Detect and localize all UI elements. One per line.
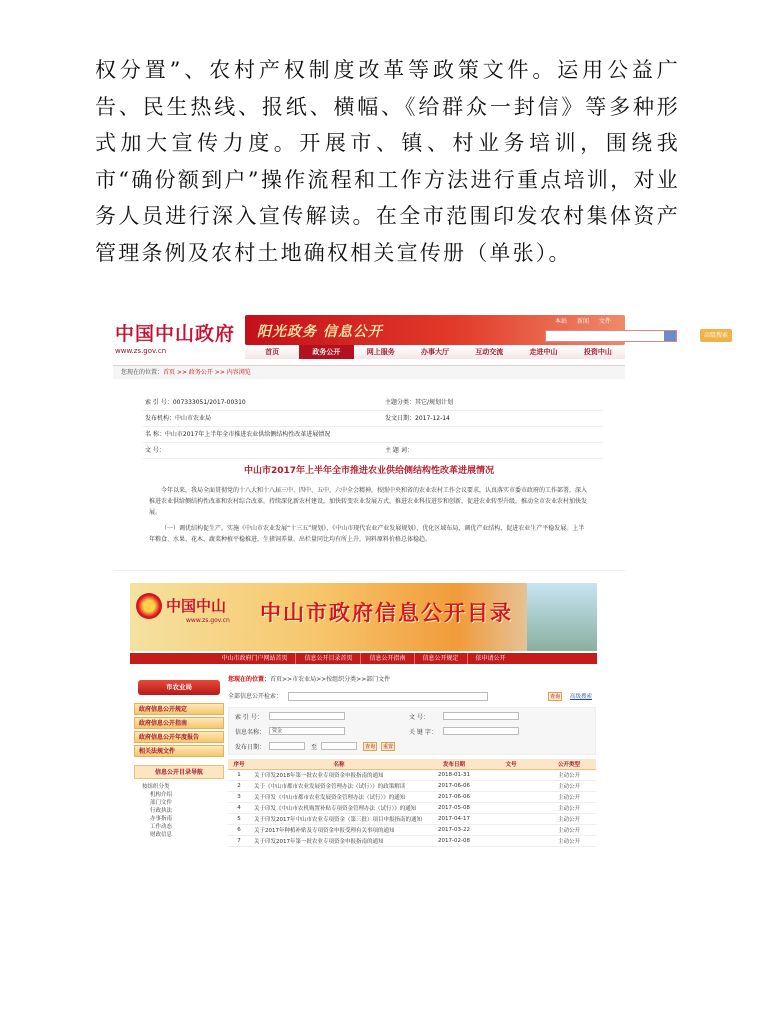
- cell-no: 5: [228, 813, 250, 824]
- cell-name[interactable]: 关于印发2018年第一批农业专项资金申报指南的通知: [250, 769, 428, 780]
- nav-item-home[interactable]: 首页: [265, 348, 280, 356]
- cell-type: 主动公开: [542, 813, 596, 824]
- breadcrumb: [113, 365, 625, 379]
- advanced-search-link[interactable]: 高级搜索: [570, 694, 593, 700]
- breadcrumb-path[interactable]: 首页>>市农业局>>按组织分类>>部门文件: [270, 676, 391, 683]
- article-title: 中山市2017年上半年全市推进农业供给侧结构性改革进展情况: [243, 466, 495, 476]
- table-row[interactable]: [228, 802, 596, 813]
- col-no: 序号: [228, 759, 250, 769]
- sidebar-link[interactable]: 政府信息公开年度报告: [134, 731, 224, 743]
- breadcrumb: [228, 675, 596, 685]
- paragraph-text: 权分置”、农村产权制度改革等政策文件。运用公益广告、民生热线、报纸、横幅、《给群众一封信》等多种形式加大宣传力度。开展市、镇、村业务培训，围绕我市“确份额到户”操作流程和工作方法进行重点培训，对业务人员进行深入宣传解读。在全市范围印发农村集体资产管理条例及农村土地确权相关宣传册（单张）。: [95, 58, 680, 265]
- issuer-label: 发布机构：: [145, 415, 176, 422]
- nav-item-apply[interactable]: 依申请公开: [475, 655, 506, 662]
- cell-name[interactable]: 关于《中山市都市农业发展资金管理办法（试行）》的政策解读: [250, 780, 428, 791]
- breadcrumb-path[interactable]: 首页 >> 政务公开 >> 内容浏览: [163, 369, 251, 376]
- screenshot-gov-portal: [113, 313, 728, 571]
- index-input[interactable]: [269, 712, 345, 720]
- cell-docno: [480, 813, 542, 824]
- nav-item-portal-home[interactable]: 中山市政府门户网站首页: [213, 653, 296, 664]
- directory-url: www.zs.gov.cn: [186, 617, 230, 624]
- meta-row: [143, 395, 603, 411]
- sidebar-link[interactable]: 相关法规文件: [134, 745, 224, 757]
- name-label: 名 称：: [145, 431, 165, 438]
- tree-item[interactable]: 行政执法: [150, 808, 173, 814]
- date-value: 2017-12-14: [415, 415, 450, 422]
- cell-date: 2017-03-22: [428, 824, 480, 835]
- cell-no: 4: [228, 802, 250, 813]
- table-row[interactable]: [228, 813, 596, 824]
- cell-date: 2017-06-06: [428, 791, 480, 802]
- cell-type: 主动公开: [542, 835, 596, 846]
- banner-title: 阳光政务 信息公开: [257, 324, 383, 340]
- issuer-value: 中山市农业局: [175, 415, 212, 422]
- reset-button[interactable]: 重置: [382, 744, 393, 750]
- table-row[interactable]: [228, 780, 596, 791]
- tree-item[interactable]: 办事指南: [150, 816, 173, 822]
- sidebar-link[interactable]: 政府信息公开指南: [134, 717, 224, 729]
- portal-url: www.zs.gov.cn: [115, 347, 167, 355]
- cell-docno: [480, 802, 542, 813]
- nav-item-interaction[interactable]: 互动交流: [475, 348, 504, 356]
- col-docno: 文号: [480, 759, 542, 769]
- cell-docno: [480, 835, 542, 846]
- document-meta: [143, 395, 603, 459]
- col-date: 发布日期: [428, 759, 480, 769]
- cell-docno: [480, 791, 542, 802]
- cell-name[interactable]: 关于印发《中山市农机购置补贴专项资金管理办法（试行）》的通知: [250, 802, 428, 813]
- category-value: 其它/规划计划: [415, 399, 454, 406]
- date-to-input[interactable]: [321, 742, 357, 750]
- cell-date: 2017-02-08: [428, 835, 480, 846]
- table-row[interactable]: [228, 824, 596, 835]
- category-tree: [134, 783, 224, 839]
- tree-item[interactable]: 财政信息: [150, 832, 173, 838]
- table-row[interactable]: [228, 769, 596, 780]
- category-label: 主题分类：: [385, 399, 416, 406]
- portal-logo[interactable]: [115, 319, 245, 355]
- cell-name[interactable]: 关于印发2017年中山市农业专项资金（第三批）项目申报指南的通知: [250, 813, 428, 824]
- keyword-label: 主 题 词：: [385, 447, 413, 454]
- search-bar: [228, 689, 596, 705]
- index-value: 007333051/2017-00310: [172, 399, 246, 406]
- tree-item[interactable]: 机构介绍: [150, 792, 173, 798]
- directory-logo[interactable]: 中国中山: [166, 597, 227, 615]
- sidebar-head[interactable]: 市农业局: [138, 680, 220, 695]
- query-button[interactable]: 查询: [364, 744, 375, 750]
- search-label: 全部信息公开检索：: [228, 693, 283, 700]
- docno-label: 文 号：: [409, 714, 429, 721]
- sidebar-nav-title: 信息公开目录导航: [134, 765, 224, 779]
- index-label: 索 引 号：: [145, 399, 173, 406]
- top-links: [555, 316, 619, 325]
- cell-date: 2018-01-31: [428, 769, 480, 780]
- cell-name[interactable]: 关于2017年种植补贴及专项资金申报受理有关事项的通知: [250, 824, 428, 835]
- name-label: 信息名称：: [235, 729, 266, 736]
- tree-item[interactable]: 部门文件: [150, 800, 173, 806]
- nav-item-gov-affairs[interactable]: 政务公开: [299, 345, 353, 359]
- date-label: 发布日期：: [235, 744, 266, 751]
- cell-name[interactable]: 关于印发《中山市都市农业发展资金管理办法（试行）》的通知: [250, 791, 428, 802]
- cell-docno: [480, 769, 542, 780]
- article-body: [149, 485, 589, 550]
- portal-logo-text: 中国中山政府: [115, 323, 236, 345]
- name-input[interactable]: 资金: [269, 727, 345, 735]
- breadcrumb-label: 您现在的位置：: [228, 676, 271, 683]
- directory-nav: [130, 653, 597, 664]
- advanced-search-button[interactable]: 高级搜索: [700, 329, 732, 342]
- portal-nav: [245, 345, 625, 359]
- col-type: 公开类型: [542, 759, 596, 769]
- search-button[interactable]: 查询: [549, 694, 560, 700]
- tree-root[interactable]: 按组织分类: [142, 784, 170, 790]
- tree-item[interactable]: 工作动态: [150, 824, 173, 830]
- cell-type: 主动公开: [542, 802, 596, 813]
- cell-date: 2017-04-17: [428, 813, 480, 824]
- nav-item-service-hall[interactable]: 办事大厅: [420, 348, 449, 356]
- sidebar-link[interactable]: 政府信息公开规定: [134, 703, 224, 715]
- meta-row: [143, 443, 603, 459]
- index-label: 索 引 号：: [235, 714, 263, 721]
- filter-form: [228, 707, 596, 755]
- screenshot-info-directory: [130, 583, 597, 859]
- cell-type: 主动公开: [542, 769, 596, 780]
- name-value: 中山市2017年上半年全市推进农业供给侧结构性改革进展情况: [164, 431, 331, 438]
- date-to-label: 至: [311, 744, 318, 751]
- city-skyline-image: [527, 583, 597, 651]
- cell-no: 7: [228, 835, 250, 846]
- body-paragraph: [95, 52, 680, 271]
- top-link[interactable]: 新闻: [576, 318, 589, 325]
- cell-type: 主动公开: [542, 780, 596, 791]
- directory-header: [130, 583, 597, 651]
- table-header-row: [228, 759, 596, 769]
- cell-docno: [480, 780, 542, 791]
- top-link[interactable]: 文件: [598, 318, 611, 325]
- top-link[interactable]: 本站: [555, 318, 568, 325]
- meta-row: [143, 427, 603, 443]
- article-paragraph: （一）调优结构促生产。实施《中山市农业发展“十三五”规划》、《中山市现代农业产业发展规划》，优化区域布局，调优产业结构，促进农业生产平稳发展。上半年粮食、水果、花木、蔬菜种植平稳推进，生猪饲养量、出栏量同比均有所上升，饲料原料价格总体稳趋。: [149, 525, 585, 543]
- cell-name[interactable]: 关于印发2017年第一批农业专项资金申报指南的通知: [250, 835, 428, 846]
- table-row[interactable]: [228, 835, 596, 846]
- nav-item-rules[interactable]: 信息公开规定: [415, 653, 468, 664]
- table-row[interactable]: [228, 791, 596, 802]
- directory-banner-title: 中山市政府信息公开目录: [260, 601, 513, 625]
- meta-row: [143, 411, 603, 427]
- search-input[interactable]: [288, 692, 488, 701]
- search-input[interactable]: [545, 330, 677, 342]
- cell-date: 2017-05-08: [428, 802, 480, 813]
- cell-no: 2: [228, 780, 250, 791]
- cell-no: 1: [228, 769, 250, 780]
- nav-item-directory-home[interactable]: 信息公开目录首页: [296, 653, 361, 664]
- keyword-label: 关 键 字：: [409, 729, 437, 736]
- cell-docno: [480, 824, 542, 835]
- search-icon[interactable]: [664, 331, 676, 341]
- col-name: 名称: [250, 759, 428, 769]
- cell-no: 6: [228, 824, 250, 835]
- docno-input[interactable]: [443, 712, 519, 720]
- nav-item-online-service[interactable]: 网上服务: [366, 348, 395, 356]
- cell-date: 2017-06-06: [428, 780, 480, 791]
- cell-type: 主动公开: [542, 824, 596, 835]
- keyword-input[interactable]: [443, 727, 519, 735]
- article-paragraph: 今年以来，我局全面贯彻党的十八大和十八届三中、四中、五中、六中全会精神，按照中央和省的农业农村工作会议要求，认真落实市委市政府的工作部署，深入推进农业供给侧结构性改革和农村综合改革，持续深化新农村建设，加快转变农业发展方式，推进农业科技进步和创新，促进农业转型升级，推动全市农业农村加快发展。: [149, 487, 588, 516]
- cell-no: 3: [228, 791, 250, 802]
- docno-label: 文 号：: [145, 447, 165, 454]
- directory-main: [228, 675, 596, 859]
- directory-sidebar: [134, 680, 224, 859]
- portal-banner: [245, 315, 728, 345]
- portal-header: [113, 313, 728, 359]
- nav-item-guide[interactable]: 信息公开指南: [361, 653, 414, 664]
- date-label: 发文日期：: [385, 415, 416, 422]
- results-table: [228, 759, 596, 847]
- nav-item-about[interactable]: 走进中山: [529, 348, 558, 356]
- breadcrumb-label: 您现在的位置：: [121, 369, 164, 376]
- cell-type: 主动公开: [542, 791, 596, 802]
- national-emblem-icon: [136, 593, 162, 619]
- date-from-input[interactable]: [269, 742, 305, 750]
- nav-item-invest[interactable]: 投资中山: [583, 348, 612, 356]
